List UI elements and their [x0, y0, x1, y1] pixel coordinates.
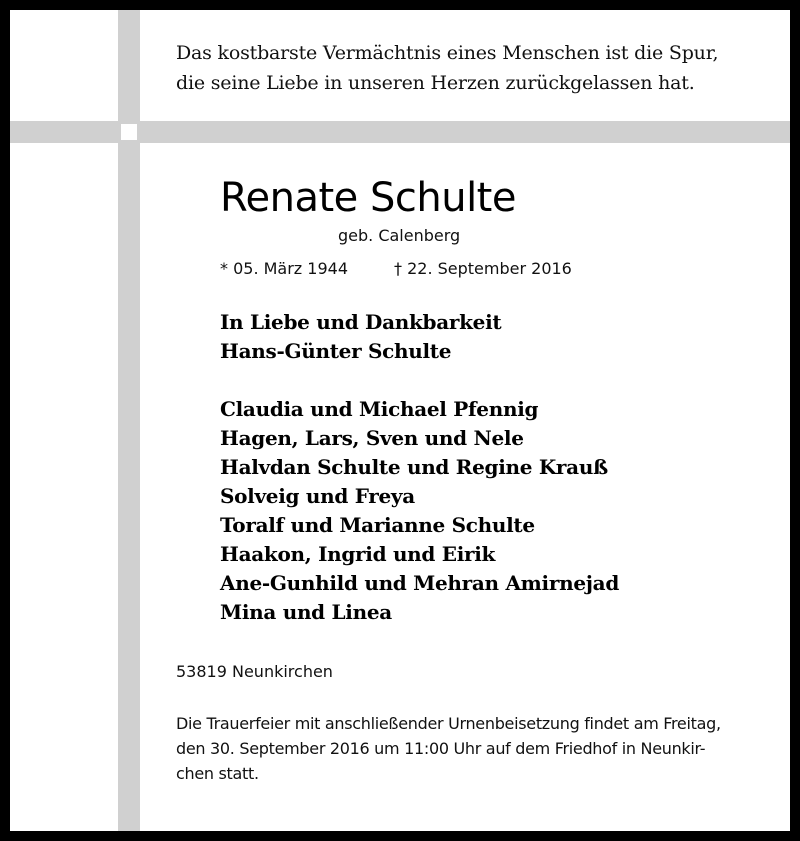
maiden-name: geb. Calenberg [338, 226, 461, 245]
death-date: † 22. September 2016 [394, 259, 572, 278]
funeral-notice-line-1: Die Trauerfeier mit anschließender Urnenbeisetzung findet am Freitag, [176, 714, 721, 733]
funeral-notice [176, 711, 776, 786]
funeral-notice-line-2: den 30. September 2016 um 11:00 Uhr auf dem Friedhof in Neunkir- [176, 739, 706, 758]
mourners-list [220, 308, 619, 627]
mourner-family-entry: Solveig und Freya [220, 484, 415, 508]
memorial-quote [176, 38, 776, 98]
deceased-name: Renate Schulte [220, 175, 516, 221]
mourner-spouse: Hans-Günter Schulte [220, 339, 452, 363]
mourners-intro: In Liebe und Dankbarkeit [220, 310, 502, 334]
location: 53819 Neunkirchen [176, 662, 333, 681]
mourner-family-entry: Halvdan Schulte und Regine Krauß [220, 455, 608, 479]
mourners-spacer [220, 366, 619, 395]
quote-line-1: Das kostbarste Vermächtnis eines Menschen ist die Spur, [176, 42, 719, 64]
cross-center-gap [121, 124, 137, 140]
mourner-family-entry: Haakon, Ingrid und Eirik [220, 542, 496, 566]
mourner-family-entry: Claudia und Michael Pfennig [220, 397, 539, 421]
quote-line-2: die seine Liebe in unseren Herzen zurückgelassen hat. [176, 72, 695, 94]
mourner-family-entry: Mina und Linea [220, 600, 392, 624]
funeral-notice-line-3: chen statt. [176, 764, 259, 783]
mourner-family-entry: Toralf und Marianne Schulte [220, 513, 535, 537]
birth-date: * 05. März 1944 [220, 259, 349, 278]
mourner-family-entry: Ane-Gunhild und Mehran Amirnejad [220, 571, 620, 595]
mourner-family-entry: Hagen, Lars, Sven und Nele [220, 426, 524, 450]
